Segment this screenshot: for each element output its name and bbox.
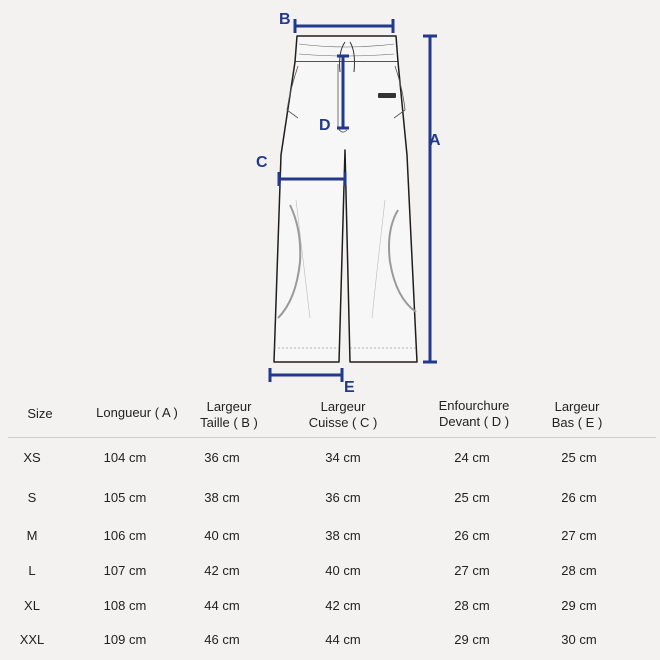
table-cell: 40 cm: [204, 528, 240, 543]
header-line: Bas ( E ): [551, 415, 603, 430]
header-largeur-taille: [200, 399, 258, 431]
size-label: XS: [23, 450, 41, 465]
table-cell: 28 cm: [561, 563, 597, 578]
table-cell: 34 cm: [325, 450, 361, 465]
table-cell: 46 cm: [204, 632, 240, 647]
table-cell: 28 cm: [454, 598, 490, 613]
table-cell: 25 cm: [561, 450, 597, 465]
label-b: B: [279, 11, 291, 28]
table-cell: 30 cm: [561, 632, 597, 647]
waistband: [295, 36, 398, 62]
table-cell: 42 cm: [325, 598, 361, 613]
label-a: A: [429, 132, 441, 149]
table-cell: 109 cm: [103, 632, 147, 647]
table-cell: 40 cm: [325, 563, 361, 578]
header-size: [27, 406, 52, 422]
table-cell: 27 cm: [454, 563, 490, 578]
header-line: Devant ( D ): [438, 414, 510, 429]
table-cell: 107 cm: [103, 563, 147, 578]
header-line: Largeur: [320, 399, 366, 414]
table-cell: 105 cm: [103, 490, 147, 505]
header-longueur: [96, 405, 178, 421]
size-label: M: [26, 528, 38, 543]
header-line: Largeur: [206, 399, 252, 414]
header-line: Taille ( B ): [200, 415, 258, 430]
size-label: XXL: [19, 632, 45, 647]
header-line: Size: [27, 406, 53, 421]
header-largeur-bas: [552, 399, 603, 431]
pants-illustration: [274, 36, 417, 362]
table-cell: 106 cm: [103, 528, 147, 543]
size-label: L: [28, 563, 36, 578]
table-cell: 26 cm: [454, 528, 490, 543]
header-divider: [8, 437, 656, 438]
table-cell: 38 cm: [204, 490, 240, 505]
table-cell: 44 cm: [204, 598, 240, 613]
header-line: Longueur ( A ): [96, 405, 178, 420]
table-cell: 29 cm: [454, 632, 490, 647]
header-line: Largeur: [554, 399, 600, 414]
table-cell: 44 cm: [325, 632, 361, 647]
table-cell: 42 cm: [204, 563, 240, 578]
table-cell: 29 cm: [561, 598, 597, 613]
pants-outline: [274, 62, 417, 362]
label-d: D: [319, 117, 331, 134]
size-label: XL: [24, 598, 40, 613]
table-cell: 36 cm: [325, 490, 361, 505]
size-label: S: [27, 490, 37, 505]
table-cell: 24 cm: [454, 450, 490, 465]
table-cell: 108 cm: [103, 598, 147, 613]
table-cell: 36 cm: [204, 450, 240, 465]
table-cell: 26 cm: [561, 490, 597, 505]
table-cell: 38 cm: [325, 528, 361, 543]
header-line: Cuisse ( C ): [308, 415, 378, 430]
table-cell: 104 cm: [103, 450, 147, 465]
header-line: Enfourchure: [438, 398, 510, 413]
label-c: C: [256, 154, 268, 171]
header-largeur-cuisse: [309, 399, 378, 431]
header-enfourchure-devant: [439, 398, 510, 430]
table-cell: 25 cm: [454, 490, 490, 505]
table-cell: 27 cm: [561, 528, 597, 543]
label-e: E: [344, 379, 355, 396]
